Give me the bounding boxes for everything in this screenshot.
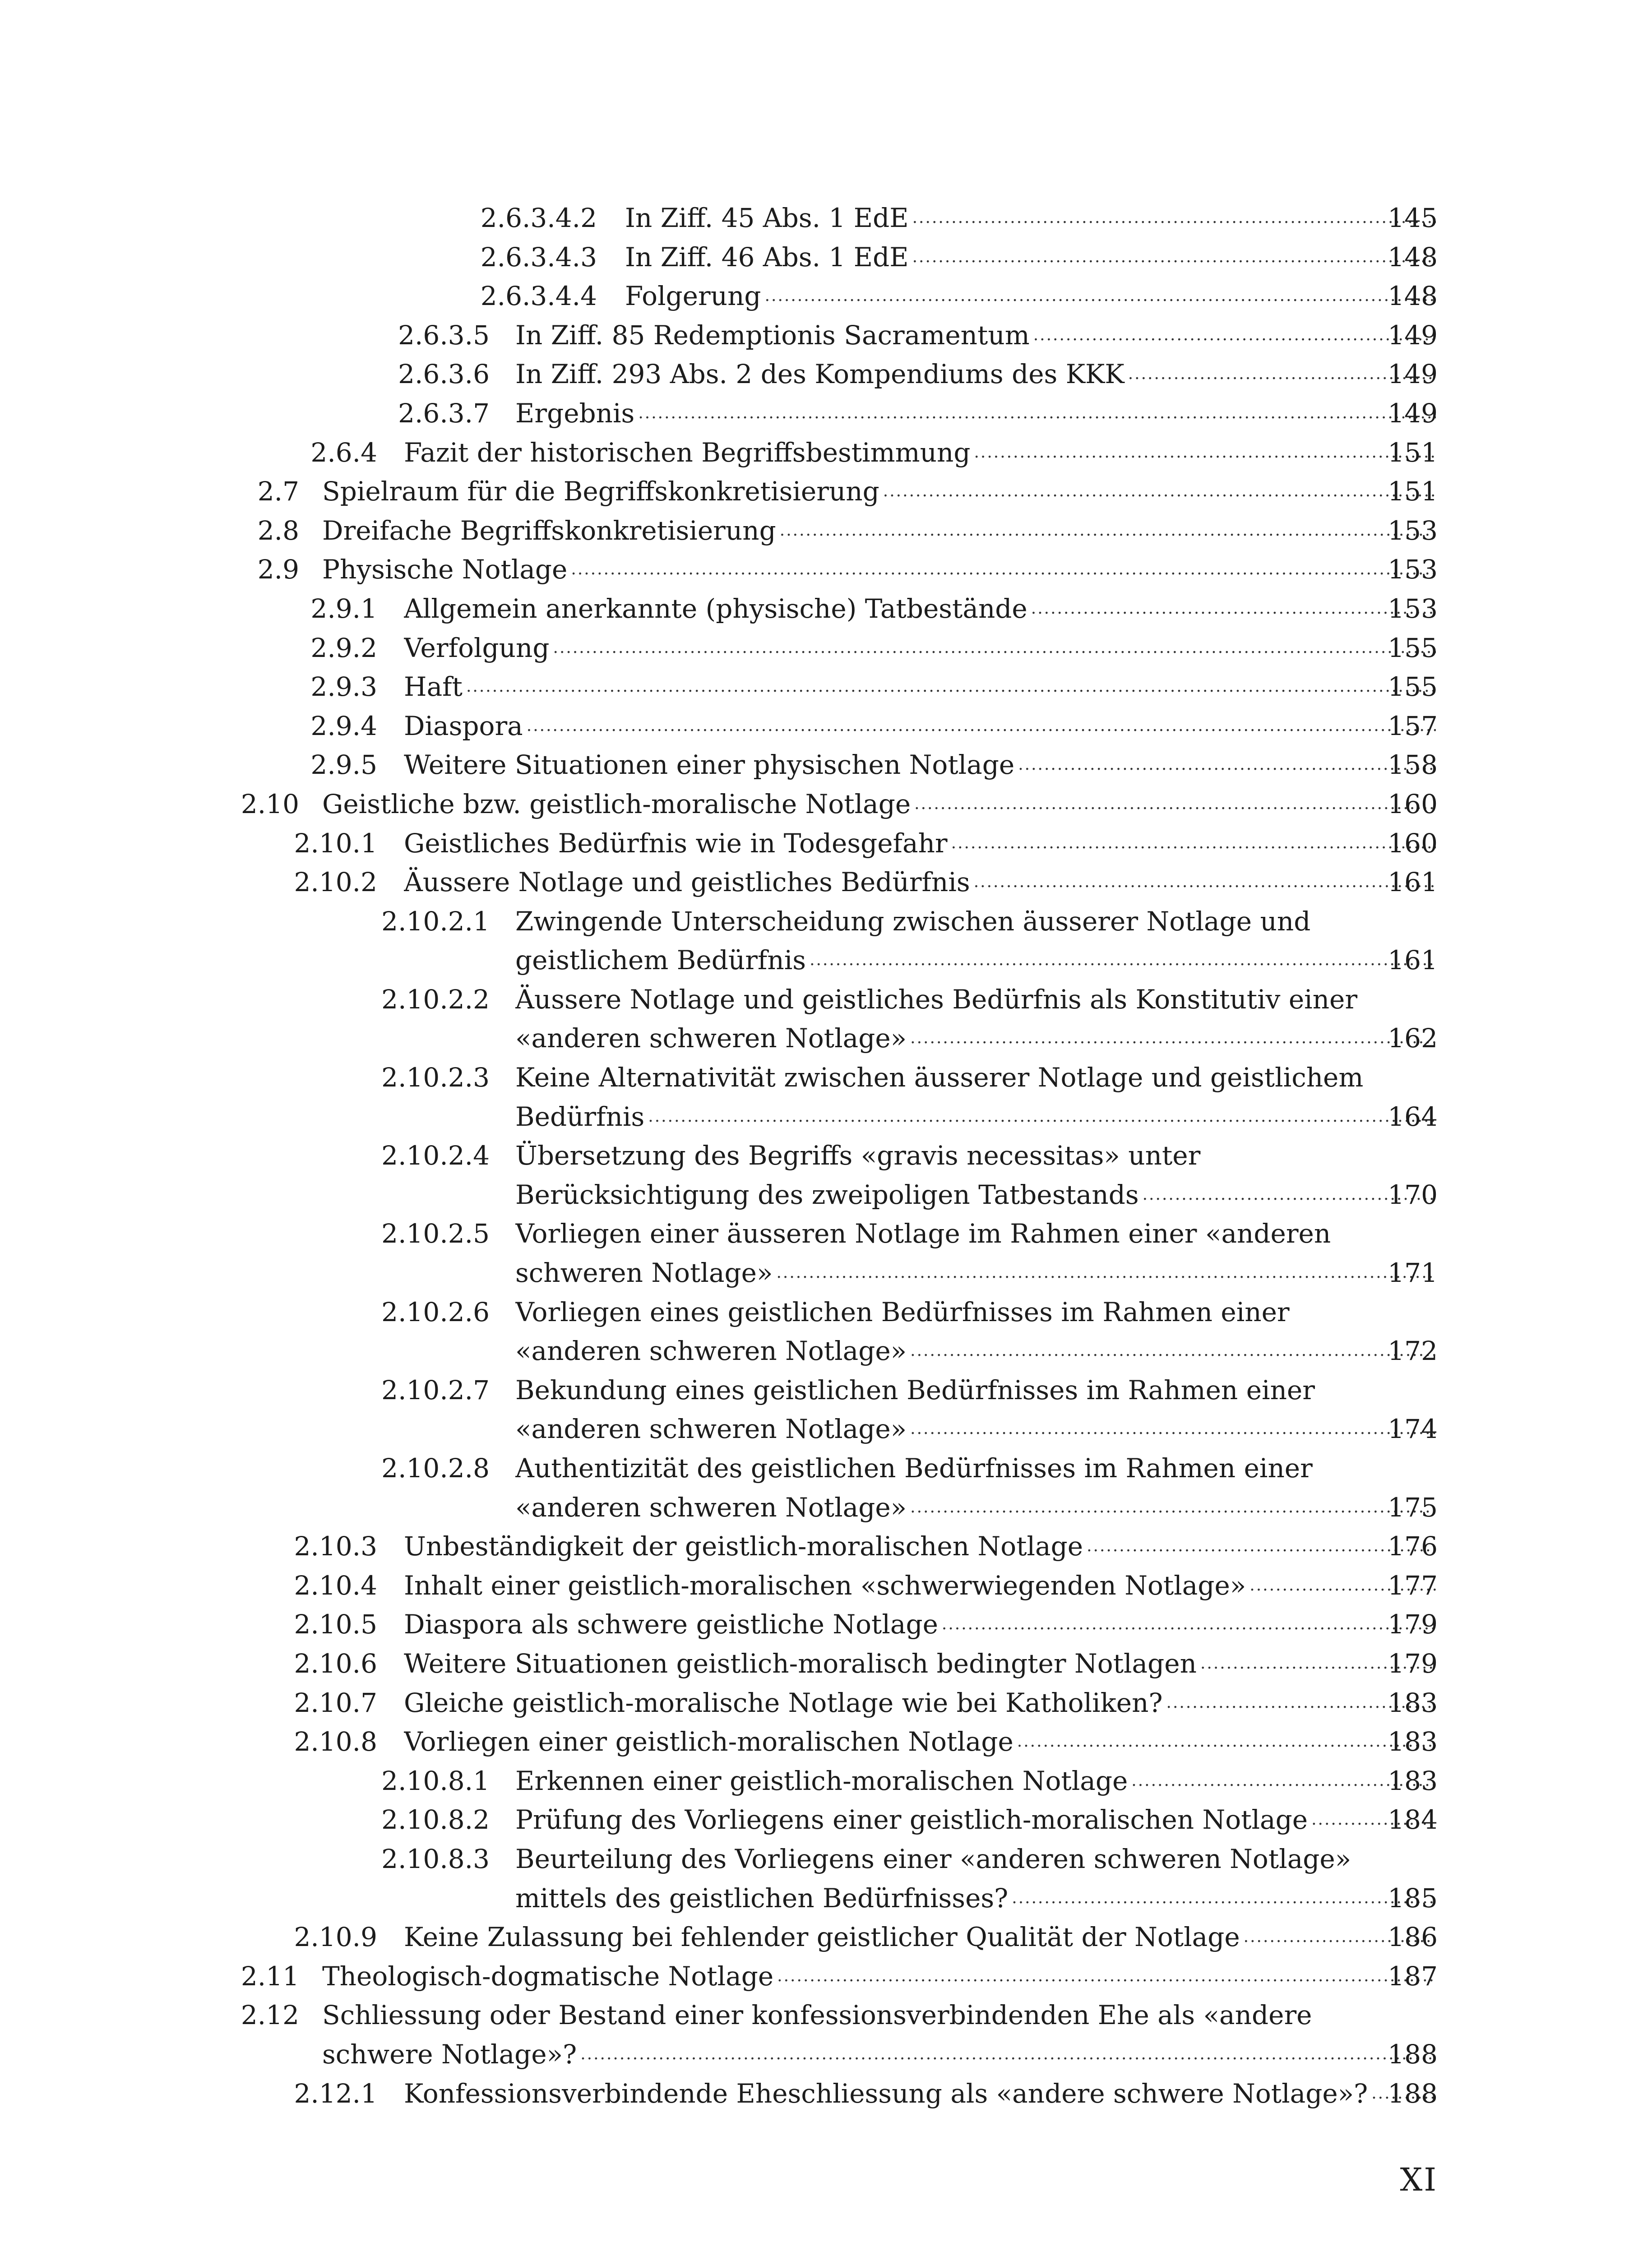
title-line xyxy=(322,472,1442,511)
title-text: Bedürfnis xyxy=(515,1101,645,1132)
page-reference: 183 xyxy=(1388,1726,1438,1757)
toc-entry xyxy=(0,472,1652,511)
entry-title xyxy=(404,1566,1442,1605)
section-number: 2.10.3 xyxy=(294,1531,377,1562)
title-text: Fazit der historischen Begriffsbestimmung xyxy=(404,437,971,468)
title-text: Konfessionsverbindende Eheschliessung als «andere schwere Notlage»? xyxy=(404,2078,1368,2109)
page-reference: 155 xyxy=(1388,632,1438,663)
section-number: 2.6.3.6 xyxy=(398,359,490,390)
toc-entry xyxy=(0,1957,1652,1996)
title-text: Diaspora als schwere geistliche Notlage xyxy=(404,1609,938,1640)
title-text: Zwingende Unterscheidung zwischen äusserer Notlage und xyxy=(515,906,1311,937)
page-reference: 158 xyxy=(1388,749,1438,781)
page-reference: 172 xyxy=(1388,1336,1438,1367)
title-text: In Ziff. 85 Redemptionis Sacramentum xyxy=(515,319,1030,351)
title-text: In Ziff. 46 Abs. 1 EdE xyxy=(625,241,909,273)
page-reference: 162 xyxy=(1388,1023,1438,1054)
entry-title xyxy=(515,1371,1442,1449)
title-text: Theologisch-dogmatische Notlage xyxy=(322,1960,774,1992)
section-number: 2.10.2.4 xyxy=(381,1140,490,1171)
title-line xyxy=(404,629,1442,668)
title-line xyxy=(404,1683,1442,1723)
toc-entry xyxy=(0,2074,1652,2113)
title-text: Authentizität des geistlichen Bedürfnisses im Rahmen einer xyxy=(515,1453,1313,1484)
title-line xyxy=(625,199,1442,238)
title-line xyxy=(404,1605,1442,1644)
title-text: Prüfung des Vorliegens einer geistlich-moralischen Notlage xyxy=(515,1804,1308,1835)
section-number: 2.10.2.3 xyxy=(381,1062,490,1093)
toc-entry xyxy=(0,1918,1652,1957)
page-reference: 183 xyxy=(1388,1765,1438,1796)
toc-entry xyxy=(0,1136,1652,1214)
section-number: 2.7 xyxy=(257,476,299,507)
title-text: Weitere Situationen geistlich-moralisch bedingter Notlagen xyxy=(404,1648,1197,1679)
dot-leader xyxy=(974,863,1436,902)
title-text: Übersetzung des Begriffs «gravis necessitas» unter xyxy=(515,1140,1201,1171)
title-text: Allgemein anerkannte (physische) Tatbestände xyxy=(404,593,1027,624)
dot-leader xyxy=(1012,1879,1436,1918)
toc-entry xyxy=(0,745,1652,785)
entry-title xyxy=(515,316,1442,355)
section-number: 2.10.8.1 xyxy=(381,1765,490,1796)
title-text: Bekundung eines geistlichen Bedürfnisses im Rahmen einer xyxy=(515,1374,1315,1405)
section-number: 2.10 xyxy=(241,788,299,819)
entry-title xyxy=(404,863,1442,902)
title-line xyxy=(322,1957,1442,1996)
toc-entry xyxy=(0,511,1652,550)
entry-title xyxy=(404,1918,1442,1957)
toc-entry xyxy=(0,1371,1652,1449)
title-text: Berücksichtigung des zweipoligen Tatbestands xyxy=(515,1179,1139,1210)
entry-title xyxy=(322,1957,1442,1996)
toc-entry xyxy=(0,785,1652,824)
page-reference: 151 xyxy=(1388,437,1438,468)
toc-entry xyxy=(0,277,1652,316)
dot-leader xyxy=(648,1097,1436,1137)
dot-leader xyxy=(571,550,1436,589)
title-text: Folgerung xyxy=(625,281,761,312)
dot-leader xyxy=(912,238,1436,277)
toc-entry xyxy=(0,1683,1652,1723)
toc-entry xyxy=(0,707,1652,746)
entry-title xyxy=(404,1683,1442,1723)
title-line xyxy=(515,902,1442,941)
entry-title xyxy=(404,1527,1442,1566)
toc-entry xyxy=(0,589,1652,629)
section-number: 2.10.2.6 xyxy=(381,1296,490,1327)
dot-leader xyxy=(910,1488,1436,1527)
entry-title xyxy=(404,824,1442,863)
page-reference: 170 xyxy=(1388,1179,1438,1210)
section-number: 2.10.2.2 xyxy=(381,984,490,1015)
dot-leader xyxy=(1031,589,1436,629)
entry-title xyxy=(515,980,1442,1058)
dot-leader xyxy=(914,785,1436,824)
entry-title xyxy=(404,1644,1442,1683)
dot-leader xyxy=(777,1957,1436,1996)
title-line xyxy=(515,1449,1442,1488)
page-reference: 179 xyxy=(1388,1648,1438,1679)
section-number: 2.6.3.4.3 xyxy=(480,241,597,273)
title-text: «anderen schweren Notlage» xyxy=(515,1023,907,1054)
toc-entry xyxy=(0,1996,1652,2074)
toc-entry xyxy=(0,902,1652,980)
section-number: 2.10.2.8 xyxy=(381,1453,490,1484)
title-text: schwere Notlage»? xyxy=(322,2039,577,2070)
toc-entry xyxy=(0,238,1652,277)
entry-title xyxy=(322,785,1442,824)
title-line xyxy=(404,1566,1442,1605)
section-number: 2.10.2.7 xyxy=(381,1374,490,1405)
title-text: «anderen schweren Notlage» xyxy=(515,1492,907,1523)
title-text: Beurteilung des Vorliegens einer «anderen schweren Notlage» xyxy=(515,1843,1351,1874)
toc-entry xyxy=(0,1644,1652,1683)
title-text: Äussere Notlage und geistliches Bedürfnis xyxy=(404,867,970,898)
dot-leader xyxy=(553,629,1436,668)
dot-leader xyxy=(776,1253,1436,1293)
section-number: 2.6.3.5 xyxy=(398,319,490,351)
page-reference: 161 xyxy=(1388,867,1438,898)
page-reference: 153 xyxy=(1388,593,1438,624)
page-reference: 187 xyxy=(1388,1960,1438,1992)
entry-title xyxy=(515,1214,1442,1292)
toc-entry xyxy=(0,629,1652,668)
toc-entry xyxy=(0,1058,1652,1136)
toc-entry xyxy=(0,550,1652,589)
dot-leader xyxy=(466,667,1436,707)
title-line xyxy=(404,1644,1442,1683)
title-line xyxy=(515,980,1442,1019)
dot-leader xyxy=(810,941,1436,980)
title-line xyxy=(322,550,1442,589)
title-line xyxy=(322,2035,1442,2074)
toc-entry xyxy=(0,355,1652,394)
toc-entry xyxy=(0,1800,1652,1840)
title-line xyxy=(515,1097,1442,1137)
page-reference: 145 xyxy=(1388,203,1438,233)
title-line xyxy=(515,1761,1442,1801)
section-number: 2.10.2.5 xyxy=(381,1218,490,1249)
title-text: Verfolgung xyxy=(404,632,550,663)
toc-entry xyxy=(0,667,1652,707)
title-line xyxy=(515,1136,1442,1175)
section-number: 2.9 xyxy=(257,554,299,585)
title-line xyxy=(625,277,1442,316)
section-number: 2.12 xyxy=(241,2000,299,2031)
title-line xyxy=(515,1488,1442,1527)
title-line xyxy=(404,433,1442,472)
page-reference: 148 xyxy=(1388,241,1438,273)
section-number: 2.9.1 xyxy=(310,593,377,624)
title-line xyxy=(404,1918,1442,1957)
section-number: 2.10.1 xyxy=(294,828,377,859)
title-line xyxy=(515,355,1442,394)
title-line xyxy=(322,511,1442,550)
title-text: In Ziff. 45 Abs. 1 EdE xyxy=(625,203,909,233)
dot-leader xyxy=(780,511,1436,550)
title-line xyxy=(404,667,1442,707)
title-text: Schliessung oder Bestand einer konfessionsverbindenden Ehe als «andere xyxy=(322,2000,1312,2031)
section-number: 2.10.5 xyxy=(294,1609,377,1640)
page-reference: 185 xyxy=(1388,1882,1438,1914)
title-text: Gleiche geistlich-moralische Notlage wie bei Katholiken? xyxy=(404,1687,1163,1718)
title-line xyxy=(515,1879,1442,1918)
toc-entry xyxy=(0,394,1652,433)
dot-leader xyxy=(912,199,1436,238)
page-reference: 160 xyxy=(1388,828,1438,859)
toc-entry xyxy=(0,1214,1652,1292)
toc-entry xyxy=(0,980,1652,1058)
title-line xyxy=(515,1800,1442,1840)
section-number: 2.10.8 xyxy=(294,1726,377,1757)
title-line xyxy=(515,316,1442,355)
section-number: 2.11 xyxy=(241,1960,299,1992)
title-line xyxy=(515,1371,1442,1410)
entry-title xyxy=(322,511,1442,550)
dot-leader xyxy=(942,1605,1436,1644)
title-line xyxy=(625,238,1442,277)
page-reference: 155 xyxy=(1388,671,1438,703)
dot-leader xyxy=(1017,1722,1436,1761)
entry-title xyxy=(515,902,1442,980)
title-text: mittels des geistlichen Bedürfnisses? xyxy=(515,1882,1009,1914)
title-text: Ergebnis xyxy=(515,398,635,429)
dot-leader xyxy=(974,433,1436,472)
title-text: Vorliegen einer geistlich-moralischen Notlage xyxy=(404,1726,1013,1757)
toc-entry xyxy=(0,316,1652,355)
title-text: Vorliegen eines geistlichen Bedürfnisses im Rahmen einer xyxy=(515,1296,1290,1327)
title-line xyxy=(404,1722,1442,1761)
section-number: 2.10.8.2 xyxy=(381,1804,490,1835)
page-reference: 148 xyxy=(1388,281,1438,312)
page-reference: 160 xyxy=(1388,788,1438,819)
entry-title xyxy=(625,238,1442,277)
entry-title xyxy=(515,1058,1442,1136)
section-number: 2.9.3 xyxy=(310,671,377,703)
entry-title xyxy=(322,1996,1442,2074)
dot-leader xyxy=(951,824,1436,863)
entry-title xyxy=(404,1722,1442,1761)
section-number: 2.10.6 xyxy=(294,1648,377,1679)
page-reference: 149 xyxy=(1388,359,1438,390)
dot-leader xyxy=(527,707,1436,746)
title-line xyxy=(404,707,1442,746)
page-reference: 157 xyxy=(1388,710,1438,741)
section-number: 2.8 xyxy=(257,515,299,546)
section-number: 2.6.3.4.4 xyxy=(480,281,597,312)
entry-title xyxy=(515,1840,1442,1918)
title-line xyxy=(322,785,1442,824)
entry-title xyxy=(404,707,1442,746)
dot-leader xyxy=(910,1410,1436,1449)
dot-leader xyxy=(1033,316,1436,355)
page-reference: 188 xyxy=(1388,2078,1438,2109)
section-number: 2.10.2.1 xyxy=(381,906,490,937)
title-text: Spielraum für die Begriffskonkretisierung xyxy=(322,476,879,507)
title-line xyxy=(515,1840,1442,1879)
toc-entry xyxy=(0,199,1652,238)
section-number: 2.9.2 xyxy=(310,632,377,663)
page-number: XI xyxy=(1400,2161,1438,2198)
title-text: Unbeständigkeit der geistlich-moralischen Notlage xyxy=(404,1531,1083,1562)
page-reference: 149 xyxy=(1388,319,1438,351)
title-line xyxy=(404,745,1442,785)
section-number: 2.9.4 xyxy=(310,710,377,741)
title-text: Erkennen einer geistlich-moralischen Notlage xyxy=(515,1765,1128,1796)
table-of-contents xyxy=(0,199,1652,2113)
page-reference: 183 xyxy=(1388,1687,1438,1718)
title-text: Inhalt einer geistlich-moralischen «schwerwiegenden Notlage» xyxy=(404,1570,1246,1601)
entry-title xyxy=(625,277,1442,316)
title-line xyxy=(515,1019,1442,1058)
section-number: 2.10.2 xyxy=(294,867,377,898)
title-text: Haft xyxy=(404,671,463,703)
entry-title xyxy=(515,1293,1442,1371)
page-reference: 175 xyxy=(1388,1492,1438,1523)
dot-leader xyxy=(580,2035,1436,2074)
page-reference: 161 xyxy=(1388,945,1438,976)
title-line xyxy=(515,1175,1442,1215)
title-line xyxy=(515,941,1442,980)
section-number: 2.10.7 xyxy=(294,1687,377,1718)
entry-title xyxy=(515,1136,1442,1214)
title-text: Geistliche bzw. geistlich-moralische Notlage xyxy=(322,788,911,819)
page-reference: 164 xyxy=(1388,1101,1438,1132)
dot-leader xyxy=(1018,745,1436,785)
entry-title xyxy=(404,433,1442,472)
page-reference: 153 xyxy=(1388,515,1438,546)
page-reference: 179 xyxy=(1388,1609,1438,1640)
title-line xyxy=(404,1527,1442,1566)
title-text: Physische Notlage xyxy=(322,554,568,585)
page-reference: 151 xyxy=(1388,476,1438,507)
title-line xyxy=(404,863,1442,902)
page-reference: 177 xyxy=(1388,1570,1438,1601)
toc-entry xyxy=(0,1566,1652,1605)
toc-entry xyxy=(0,1761,1652,1801)
toc-entry xyxy=(0,1449,1652,1527)
section-number: 2.10.4 xyxy=(294,1570,377,1601)
title-text: Keine Zulassung bei fehlender geistlicher Qualität der Notlage xyxy=(404,1922,1240,1953)
title-line xyxy=(515,1293,1442,1332)
entry-title xyxy=(404,745,1442,785)
entry-title xyxy=(404,1605,1442,1644)
title-text: Vorliegen einer äusseren Notlage im Rahmen einer «anderen xyxy=(515,1218,1331,1249)
section-number: 2.10.8.3 xyxy=(381,1843,490,1874)
entry-title xyxy=(515,394,1442,433)
toc-entry xyxy=(0,433,1652,472)
dot-leader xyxy=(910,1331,1436,1371)
entry-title xyxy=(404,2074,1442,2113)
page-reference: 153 xyxy=(1388,554,1438,585)
section-number: 2.6.3.7 xyxy=(398,398,490,429)
page-reference: 186 xyxy=(1388,1922,1438,1953)
title-text: Geistliches Bedürfnis wie in Todesgefahr xyxy=(404,828,948,859)
entry-title xyxy=(404,629,1442,668)
page-reference: 188 xyxy=(1388,2039,1438,2070)
title-line xyxy=(515,1253,1442,1293)
title-text: schweren Notlage» xyxy=(515,1257,773,1289)
entry-title xyxy=(515,355,1442,394)
title-text: «anderen schweren Notlage» xyxy=(515,1336,907,1367)
title-text: Weitere Situationen einer physischen Notlage xyxy=(404,749,1015,781)
toc-entry xyxy=(0,1840,1652,1918)
toc-entry xyxy=(0,1293,1652,1371)
section-number: 2.6.3.4.2 xyxy=(480,203,597,233)
page-reference: 174 xyxy=(1388,1414,1438,1445)
title-text: Keine Alternativität zwischen äusserer Notlage und geistlichem xyxy=(515,1062,1364,1093)
title-line xyxy=(322,1996,1442,2035)
page-reference: 176 xyxy=(1388,1531,1438,1562)
title-text: «anderen schweren Notlage» xyxy=(515,1414,907,1445)
title-line xyxy=(515,1410,1442,1449)
page-reference: 184 xyxy=(1388,1804,1438,1835)
toc-entry xyxy=(0,1722,1652,1761)
section-number: 2.10.9 xyxy=(294,1922,377,1953)
dot-leader xyxy=(638,394,1436,433)
section-number: 2.12.1 xyxy=(294,2078,377,2109)
dot-leader xyxy=(883,472,1436,511)
entry-title xyxy=(515,1800,1442,1840)
entry-title xyxy=(625,199,1442,238)
title-line xyxy=(515,1331,1442,1371)
dot-leader xyxy=(765,277,1436,316)
entry-title xyxy=(404,589,1442,629)
title-line xyxy=(515,1058,1442,1097)
title-line xyxy=(404,2074,1442,2113)
title-line xyxy=(515,394,1442,433)
page-reference: 171 xyxy=(1388,1257,1438,1289)
entry-title xyxy=(404,667,1442,707)
section-number: 2.9.5 xyxy=(310,749,377,781)
dot-leader xyxy=(1087,1527,1436,1566)
title-text: Dreifache Begriffskonkretisierung xyxy=(322,515,776,546)
section-number: 2.6.4 xyxy=(310,437,377,468)
title-text: geistlichem Bedürfnis xyxy=(515,945,806,976)
title-text: Diaspora xyxy=(404,710,523,741)
title-text: In Ziff. 293 Abs. 2 des Kompendiums des KKK xyxy=(515,359,1124,390)
entry-title xyxy=(322,472,1442,511)
toc-entry xyxy=(0,824,1652,863)
entry-title xyxy=(515,1761,1442,1801)
page-reference: 149 xyxy=(1388,398,1438,429)
toc-entry xyxy=(0,1527,1652,1566)
title-line xyxy=(404,824,1442,863)
title-line xyxy=(515,1214,1442,1253)
dot-leader xyxy=(910,1019,1436,1058)
title-text: Äussere Notlage und geistliches Bedürfnis als Konstitutiv einer xyxy=(515,984,1358,1015)
entry-title xyxy=(322,550,1442,589)
toc-entry xyxy=(0,863,1652,902)
toc-entry xyxy=(0,1605,1652,1644)
entry-title xyxy=(515,1449,1442,1527)
title-line xyxy=(404,589,1442,629)
